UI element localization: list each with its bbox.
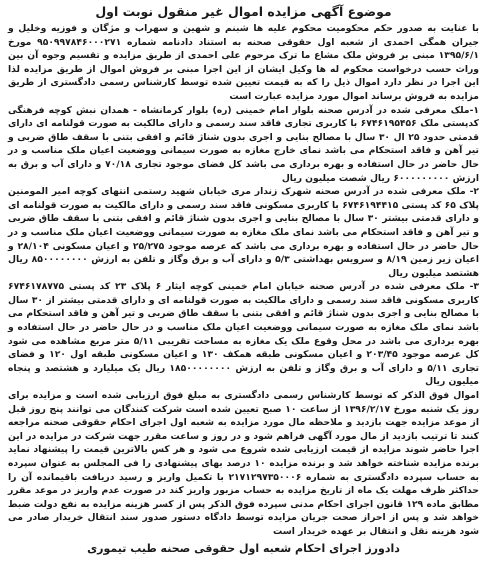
notice-title: موضوع آگهی مزایده اموال غیر منقول نوبت اول xyxy=(95,4,392,19)
property-1-paragraph: ۱-ملک معرفی شده در آدرس صحنه بلوار امام خمینی (ره) بلوار کرمانشاه - همدان نبش کوچه فرهنگی کدپستی ملک ۶۷۴۶۱۹۵۴۵۶ با کاربری تجاری فاقد سند رسمی و دارای مالکیت به صورت قولنامه ای دارای قدمتی حدود ۲۵ ال ۳۰ سال با مصالح بنایی و اجری بدون شناژ قائم و افقی بتنی با سقف طاق ضربی و تیر آهن و فاقد استحکام می باشد نمای خارج مغازه به صورت سیمانی ووضعیت اعیان ملک مناسب و در حال حاضر در حال استفاده و بهره برداری می باشد کل فضای موجود تجاری ۷۰/۱۸ و دارای آب و برق به ارزش ۶۰۰۰۰۰۰۰۰۰ ریال شصت میلیون ریال xyxy=(8,104,479,184)
intro-paragraph: با عنایت به صدور حکم محکومیت محکوم علیه ها شبنم و شهین و سهراب و مژگان و فوزیه وخلیل و جیران همگی احمدی از شعبه اول حقوقی صحنه به استناد دادنامه شماره ۹۵۰۹۹۷۸۴۶۰۰۰۲۷۱ مورخ ۱۳۹۵/۶/۱ مبنی بر فروش ملک مشاع ما ترک مرحوم علی احمدی از طریق مزایده و تقسیم وجوه آن بین وراث حسب درخواست محکوم له ها وکیل ایشان از این اجرا مبنی بر فروش اموال از طریق مزایده لذا این اجرا در نظر دارد اموال ذیل را که به قیمت تعیین شده توسط کارشناس رسمی دادگستری از طریق مزایده به فروش برساند اموال مورد مزایده عبارت است xyxy=(8,23,479,102)
signature-line: دادورز اجرای احکام شعبه اول حقوقی صحنه طیب تیموری xyxy=(87,541,400,555)
auction-terms-paragraph: اموال فوق الذکر که توسط کارشناس رسمی دادگستری به مبلغ فوق ارزیابی شده است و مزایده برای روز یک شنبه مورخ ۱۳۹۶/۲/۱۷ از ساعت ۱۰ صبح تعیین شده است شرکت کنندگان می توانند پنج روز قبل از موعد مزایده جهت بازدید و ملاحظه مال مورد مزایده به شعبه اول اجرای احکام حقوقی صحنه مراجعه کنند تا ترتیب بازدید از مال مورد آگهی فراهم شود و در روز و ساعت مقرر جهت شرکت در مزایده در این اجرا حاضر شوند مزایده از قیمت ارزیابی شده شروع می شود و هر کس بالاترین قیمت را پیشنهاد نماید برنده مزایده شناخته خواهد شد و برنده مزایده ۱۰ درصد بهای پیشنهادی را فی المجلس به عنوان سپرده به حساب سپرده دادگستری به شماره ۲۱۷۱۲۹۷۳۵۰۰۰۶ با تکمیل واریز و رسید دریافت باقیمانده آن را حداکثر ظرف مهلت یک ماه از تاریخ مزایده به حساب مزبور واریز کند در صورت عدم واریز در موعد مقرر مطابق ماده ۱۲۹ قانون اجرای احکام مدنی سپرده فوق الذکر پس از کسر هزینه مزایده به نفع دولت ضبط خواهد شد و پس از احراز صحت جریان مزایده توسط دادگاه دستور صدور سند انتقال خریدار صادر می شود هزینه نقل و انتقال بر عهده خریدار است xyxy=(8,390,480,537)
property-2-paragraph: ۲- ملک معرفی شده در آدرس صحنه شهرک زندار مری خیابان شهید رستمی انتهای کوچه امیر المومنین پلاک ۶۵ کد پستی ۶۷۴۶۱۹۴۴۱۵ با کاربری مسکونی فاقد سند رسمی و دارای مالکیت به صورت قولنامه ای و دارای قدمتی بیشتر ۳۰ سال با مصالح بنایی و اجری بدون شناژ قائم و افقی بتنی با سقف طاق ضربی و تیر آهن و فاقد استحکام می باشد نمای ملک مغازه به صورت سیمانی ووضعیت اعیان ملک مناسب و در حال حاضر در حال استفاده و بهره برداری می باشد که عرصه موجود ۲۵/۲۷۵ و اعیان مسکونی ۲۸/۱۰۴ و اعیان زیر زمین ۸/۱۹ و سرویس بهداشتی ۵/۳ و دارای آب و برق وگاز و تلفن به ارزش ۸۵۰۰۰۰۰۰۰۰ ریال هشتصد میلیون ریال xyxy=(8,186,479,279)
property-3-paragraph: ۳- ملک معرفی شده در آدرس صحنه خیابان امام خمینی کوچه ایثار ۶ پلاک ۲۳ کد پستی ۶۷۴۶۱۷۸۷۷۵ کاربری مسکونی فاقد سند رسمی و دارای مالکیت به صورت قولنامه ای و دارای قدمتی بیشتر از ۳۰ سال با مصالح بنایی و اجری بدون شناژ قائم و افقی بتنی با سقف طاق ضربی و تیر آهن و فاقد استحکام می باشد نمای ملک مغازه به صورت سیمانی ووضعیت اعیان ملک مناسب و در حال حاضر در حال استفاده و بهره برداری می باشد در محل وقوع ملک یک مغازه به مساحت تقریبی ۵/۱۱ متر مربع مشاهده می شود کل عرصه موجود ۲۰۳/۴۵ و اعیان مسکونی طبقه همکف ۱۳۰ و اعیان مسکونی طبقه اول ۱۲۰ و فضای تجاری ۵/۱۱ و دارای آب و برق وگاز و تلفن به ارزش ۱۸۵۰۰۰۰۰۰۰۰ ریال یک میلیارد و هشتصد و پنجاه میلیون ریال xyxy=(8,281,480,388)
